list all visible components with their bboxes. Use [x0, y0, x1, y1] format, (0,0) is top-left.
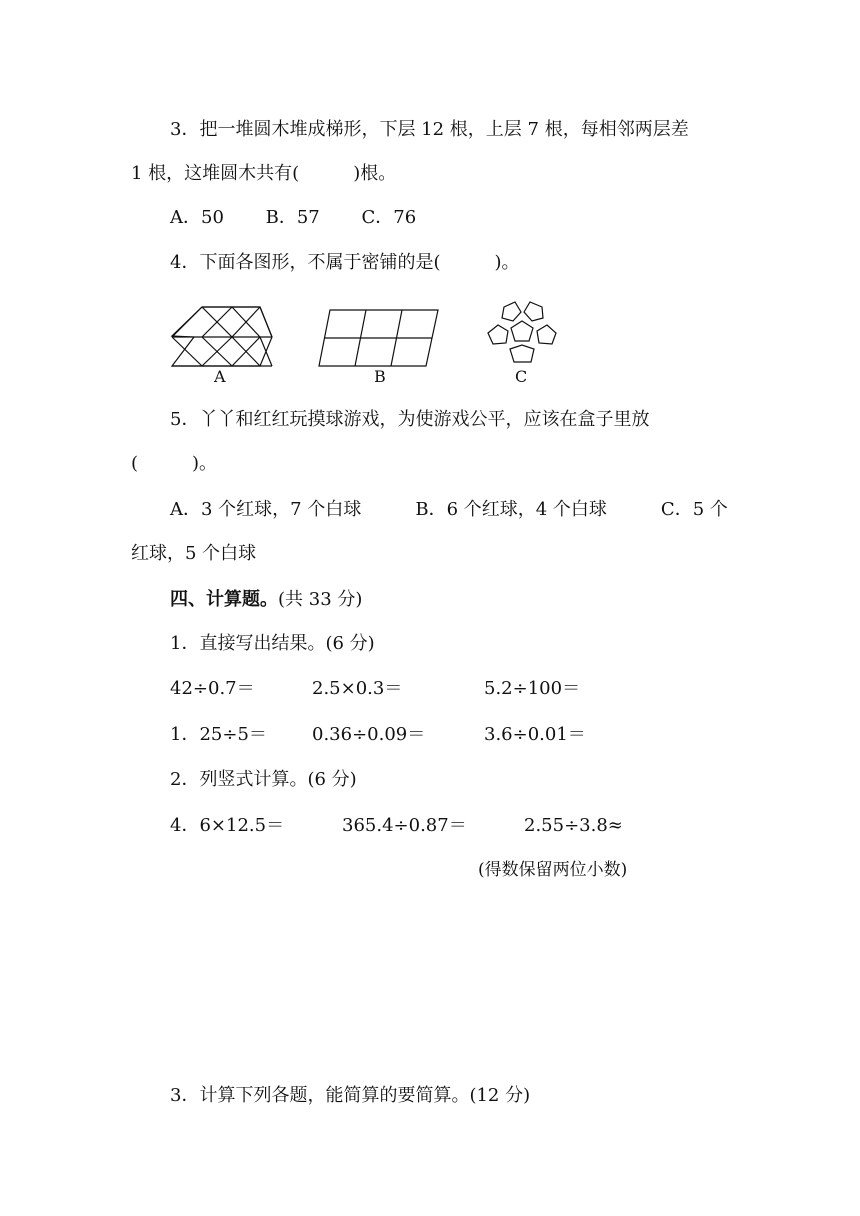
figure-b-parallelogram-grid [318, 309, 440, 367]
section4-heading [170, 588, 362, 612]
part1-problem-3: 5.2÷100＝ [484, 678, 581, 699]
part1-problem-4: 1．25÷5＝ [170, 724, 267, 745]
q3-stem-line1: 3．把一堆圆木堆成梯形，下层 12 根，上层 7 根，每相邻两层差 [170, 119, 689, 140]
part1-title: 1．直接写出结果。(6 分) [170, 633, 375, 654]
figure-a-drawing [166, 306, 276, 370]
section4-title: 四、计算题。 [170, 589, 278, 610]
part1-problem-1: 42÷0.7＝ [170, 678, 255, 699]
q5-options-line1: A．3 个红球，7 个白球 B．6 个红球，4 个白球 C．5 个 [170, 499, 728, 520]
figure-c-pentagon-cluster [486, 299, 558, 371]
section4-points: (共 33 分) [278, 589, 363, 610]
figure-b-label: B [374, 367, 386, 386]
q5-stem-line2: ( )。 [131, 453, 218, 474]
q5-stem-line1: 5．丫丫和红红玩摸球游戏，为使游戏公平，应该在盒子里放 [170, 409, 650, 430]
part3-title: 3．计算下列各题，能简算的要简算。(12 分) [170, 1085, 531, 1106]
part2-problem-1: 4．6×12.5＝ [170, 815, 285, 836]
part2-rounding-note: (得数保留两位小数) [478, 860, 628, 880]
part2-title: 2．列竖式计算。(6 分) [170, 769, 357, 790]
q4-stem: 4．下面各图形，不属于密铺的是( )。 [170, 252, 520, 273]
figure-a-label: A [214, 367, 226, 386]
part2-problem-2: 365.4÷0.87＝ [342, 815, 467, 836]
part1-problem-5: 0.36÷0.09＝ [312, 724, 426, 745]
part1-problem-6: 3.6÷0.01＝ [484, 724, 586, 745]
part2-problem-3: 2.55÷3.8≈ [524, 815, 623, 836]
q3-stem-line2: 1 根，这堆圆木共有( )根。 [131, 163, 397, 184]
part1-problem-2: 2.5×0.3＝ [312, 678, 403, 699]
q5-options-line2: 红球，5 个白球 [131, 543, 257, 564]
figure-c-label: C [515, 367, 528, 386]
q3-options: A．50 B．57 C．76 [170, 207, 417, 228]
